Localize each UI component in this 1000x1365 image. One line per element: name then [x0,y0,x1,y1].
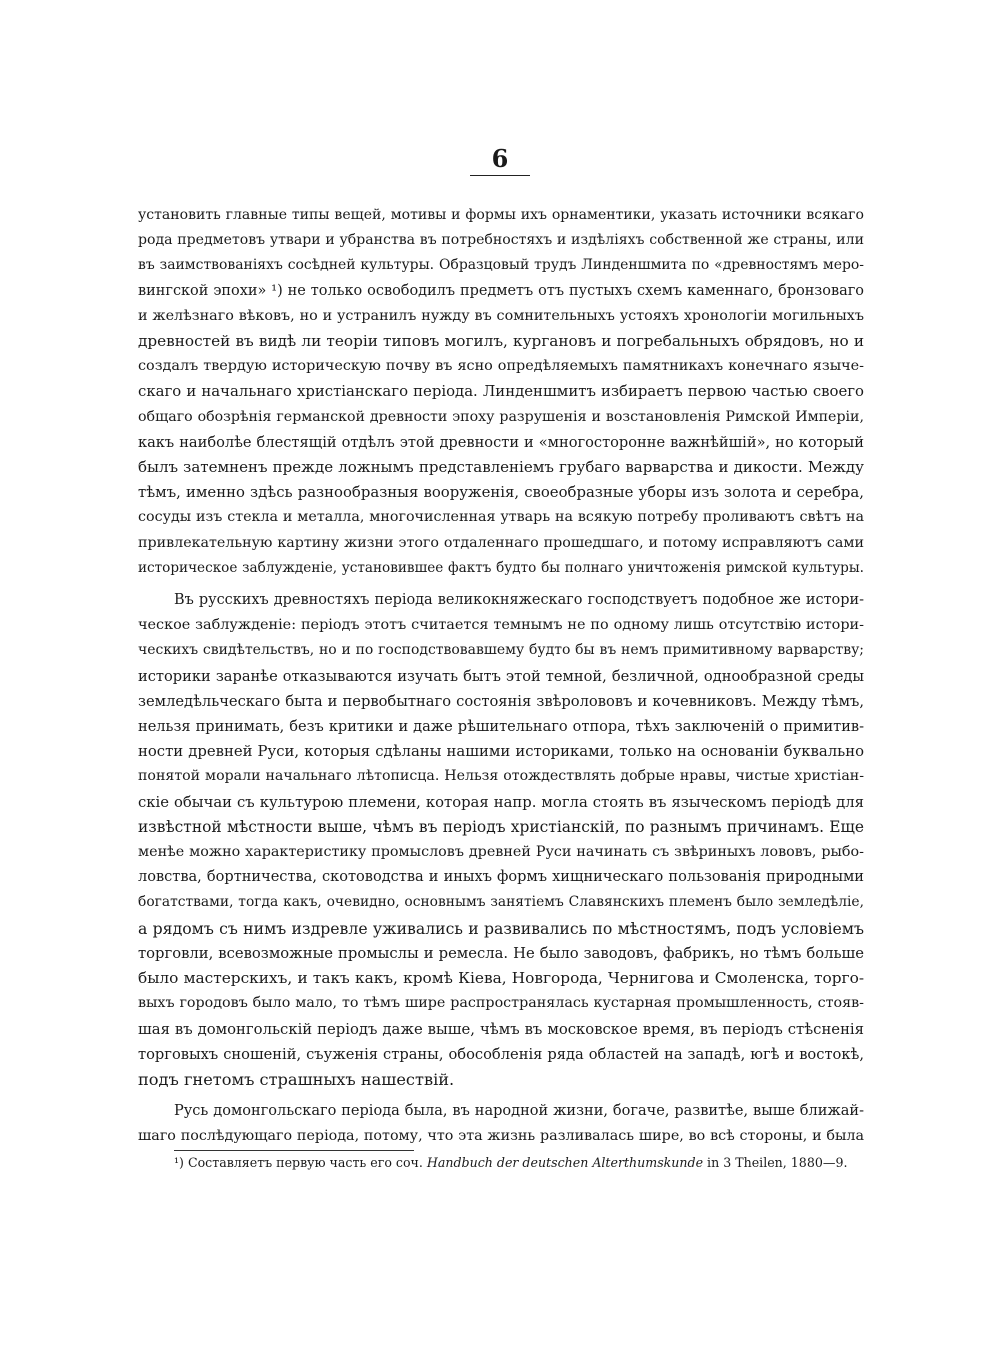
text-line: ности древней Руси, которыя сдѣланы нашими историками, только на основаніи буквально [138,743,864,761]
text-line: торговыхъ сношеній, съуженія страны, обособленія ряда областей на западѣ, югѣ и востокѣ, [138,1045,864,1063]
text-line: скіе обычаи съ культурою племени, которая напр. могла стоять въ языческомъ періодѣ для [138,793,864,811]
text-line: установить главные типы вещей, мотивы и формы ихъ орнаментики, указать источники всякаго [138,207,864,223]
footnote-title: Handbuch der deutschen Alterthumskunde [426,1155,704,1170]
text-line: выхъ городовъ было мало, то тѣмъ шире распространялась кустарная промышленность, стояв- [138,995,864,1012]
text-line: создалъ твердую историческую почву въ ясно опредѣляемыхъ памятникахъ конечнаго языче- [138,358,864,375]
text-line: ческихъ свидѣтельствъ, но и по господствовавшему будто бы въ немъ примитивному варварству; [138,642,864,659]
page-number-rule [470,175,530,176]
text-line: менѣе можно характеристику промысловъ древней Руси начинать съ звѣриныхъ лововъ, рыбо- [138,844,864,861]
body-text [138,203,864,1150]
text-line: Русь домонгольскаго періода была, въ народной жизни, богаче, развитѣе, выше ближай- [174,1103,864,1120]
footnote [174,1154,864,1172]
footnote-rule [174,1150,414,1151]
text-line: земледѣльческаго быта и первобытнаго состоянія звѣролововъ и кочевниковъ. Между тѣмъ, [138,692,864,710]
text-line: подъ гнетомъ страшныхъ нашествій. [138,1069,455,1089]
text-line: нельзя принимать, безъ критики и даже рѣшительнаго отпора, тѣхъ заключеній о примитив- [138,718,864,736]
text-line: ловства, бортничества, скотоводства и иныхъ формъ хищническаго пользованія природными [138,869,864,886]
text-line: рода предметовъ утвари и убранства въ потребностяхъ и издѣліяхъ собственной же страны, или [138,232,864,249]
text-line: въ заимствованіяхъ сосѣдней культуры. Образцовый трудъ Линденшмита по «древностямъ меро- [138,257,864,274]
text-line: шаго послѣдующаго періода, потому, что эта жизнь разливалась шире, во всѣ стороны, и была [138,1128,864,1145]
paragraph-1 [138,203,864,581]
text-line: скаго и начальнаго христіанскаго періода. Линденшмитъ избираетъ первою частью своего [138,382,864,401]
text-line: вингской эпохи» ¹) не только освободилъ предметъ отъ пустыхъ схемъ каменнаго, бронзоваго [138,282,864,299]
text-line: ческое заблужденіе: періодъ этотъ считается темнымъ не по одному лишь отсутствію истори- [138,617,864,634]
text-line: историческое заблужденіе, установившее фактъ будто бы полнаго уничтоженія римской культуры. [138,559,864,576]
text-line: тѣмъ, именно здѣсь разнообразныя вооруженія, своеобразные уборы изъ золота и серебра, [138,483,864,502]
text-line: историки заранѣе отказываются изучать бытъ этой темной, безличной, однообразной среды [138,667,864,685]
text-line: привлекательную картину жизни этого отдаленнаго прошедшаго, и потому исправляютъ сами [138,534,864,551]
text-line: сосуды изъ стекла и металла, многочисленная утварь на всякую потребу проливаютъ свѣтъ на [138,509,864,526]
text-line: Въ русскихъ древностяхъ періода великокняжескаго господствуетъ подобное же истори- [174,592,864,609]
text-line: древностей въ видѣ ли теоріи типовъ могилъ, кургановъ и погребальныхъ обрядовъ, но и [138,332,864,351]
text-line: а рядомъ съ нимъ издревле уживались и развивались по мѣстностямъ, подъ условіемъ [138,918,864,938]
text-line: извѣстной мѣстности выше, чѣмъ въ періодъ христіанскій, по разнымъ причинамъ. Еще [138,817,864,836]
footnote-suffix: in 3 Theilen, 1880—9. [707,1155,848,1170]
text-line: и желѣзнаго вѣковъ, но и устранилъ нужду въ сомнительныхъ устояхъ хронологіи могильныхъ [138,307,864,324]
text-line: шая въ домонгольскій періодъ даже выше, чѣмъ въ московское время, въ періодъ стѣсненія [138,1020,864,1038]
text-line: общаго обозрѣнія германской древности эпоху разрушенія и возстановленія Римской Имперіи, [138,408,864,425]
text-line: какъ наиболѣе блестящій отдѣлъ этой древности и «многосторонне важнѣйшій», но который [138,433,864,451]
text-line: понятой морали начальнаго лѣтописца. Нельзя отождествлять добрые нравы, чистые христіан- [138,768,864,785]
text-line: было мастерскихъ, и такъ какъ, кромѣ Кіева, Новгорода, Чернигова и Смоленска, торго- [138,969,864,988]
text-line: торговли, всевозможные промыслы и ремесла. Не было заводовъ, фабрикъ, но тѣмъ больше [138,944,864,962]
text-line: былъ затемненъ прежде ложнымъ представленіемъ грубаго варварства и дикости. Между [138,458,864,477]
footnote-prefix: ¹) Составляетъ первую часть его соч. [174,1155,423,1170]
page-number: 6 [491,144,509,173]
paragraph-3 [138,1099,864,1149]
paragraph-2 [138,588,864,1092]
text-line: богатствами, тогда какъ, очевидно, основнымъ занятіемъ Славянскихъ племенъ было земледѣліе, [138,894,864,911]
